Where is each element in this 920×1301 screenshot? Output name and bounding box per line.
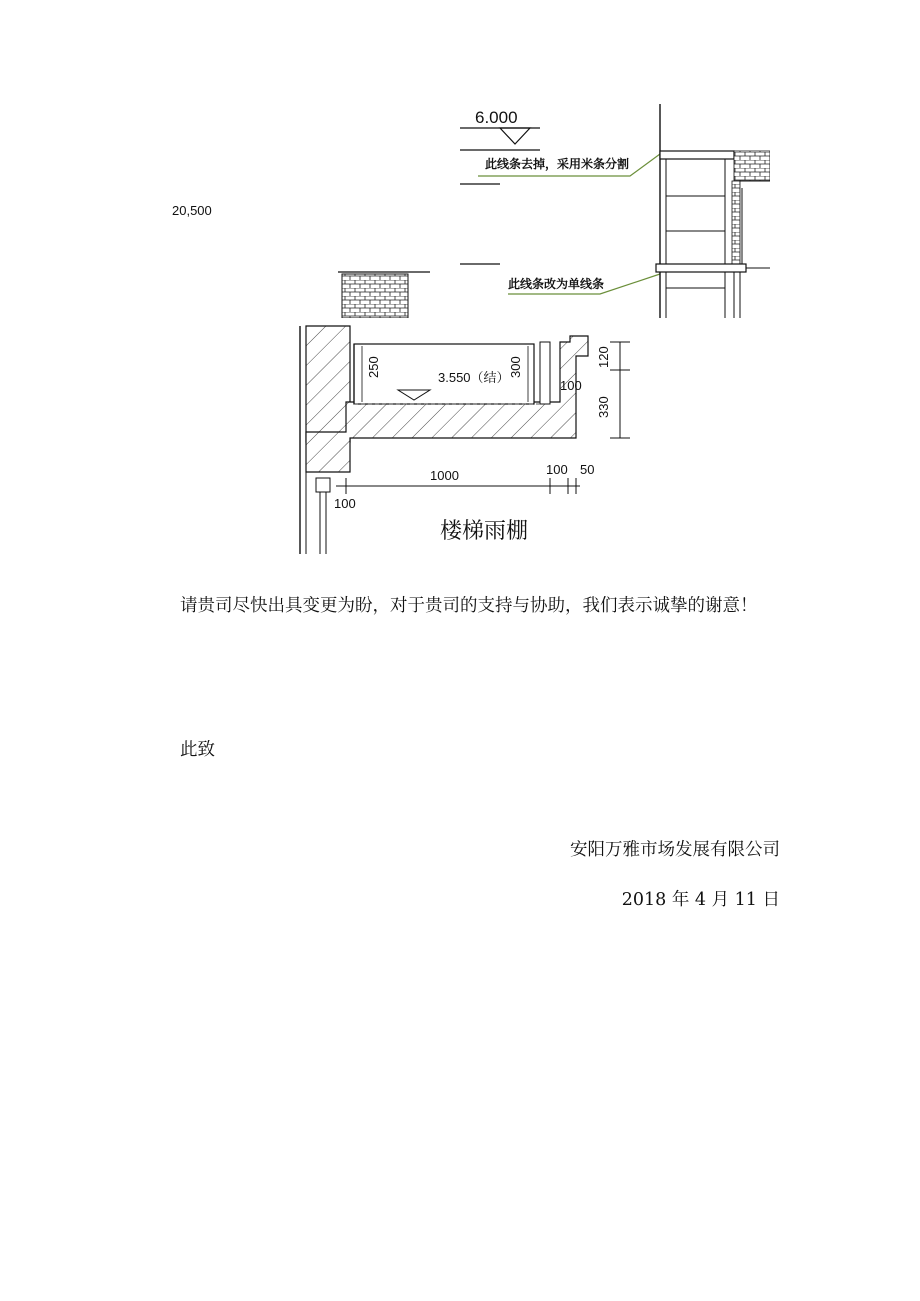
dim-120: 120 <box>596 346 611 368</box>
elevation-6000-label: 6.000 <box>475 108 518 127</box>
signature-date: 2018 年 4 月 11 日 <box>621 890 780 910</box>
elevation-triangle <box>500 128 530 144</box>
dim-1000: 1000 <box>430 468 459 483</box>
dim-300: 300 <box>508 356 523 378</box>
closing-salutation: 此致 <box>180 740 215 760</box>
note-single-line: 此线条改为单线条 <box>508 277 605 291</box>
dim-100-left: 100 <box>334 496 356 511</box>
dim-330: 330 <box>596 396 611 418</box>
side-note-number: 20,500 <box>172 203 212 218</box>
elevation-detail-drawing <box>330 96 770 318</box>
stair-canopy-section <box>290 322 650 554</box>
request-paragraph: 请贵司尽快出具变更为盼，对于贵司的支持与协助，我们表示诚挚的谢意！ <box>180 596 758 616</box>
wall-concrete <box>306 326 350 442</box>
dim-100-right: 100 <box>560 378 582 393</box>
dim-250: 250 <box>366 356 381 378</box>
drawing-caption: 楼梯雨棚 <box>440 518 529 543</box>
elevation-3550-label: 3.550（结） <box>438 370 510 385</box>
signature-company: 安阳万雅市场发展有限公司 <box>570 840 780 860</box>
dim-50: 50 <box>580 462 595 477</box>
dim-100-bottom: 100 <box>546 462 568 477</box>
note-remove-line: 此线条去掉，采用米条分割 <box>485 157 630 171</box>
